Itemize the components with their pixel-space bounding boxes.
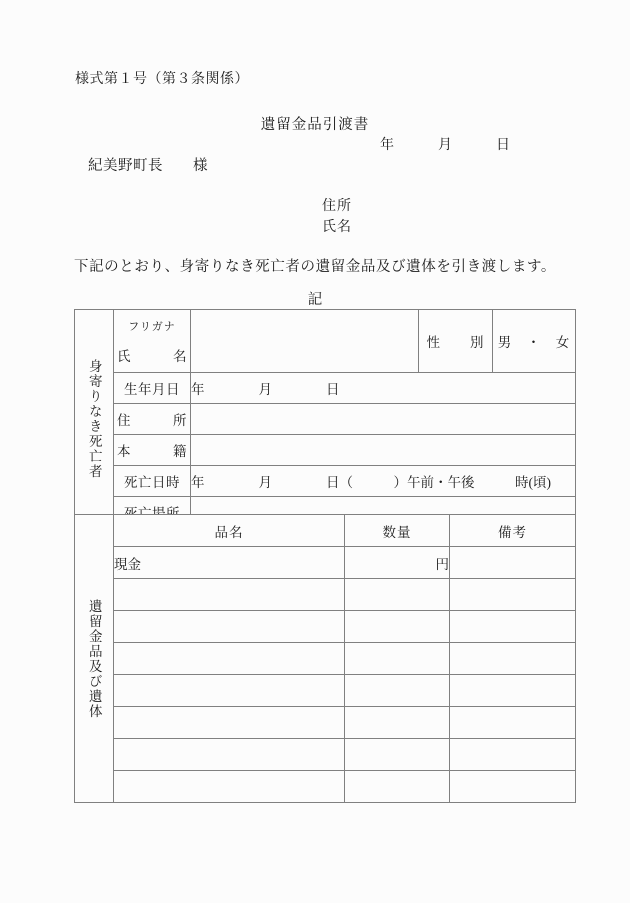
item-note-cell[interactable] xyxy=(450,611,576,643)
addressee-line: 紀美野町長 様 xyxy=(88,158,208,174)
table-row xyxy=(75,611,576,643)
table-row xyxy=(75,310,576,373)
deceased-side-label xyxy=(75,310,114,528)
item-quantity-cell[interactable] xyxy=(345,643,450,675)
belongings-side-label-text: 遺留金品及び遺体 xyxy=(86,598,102,719)
item-name-cell[interactable] xyxy=(114,643,345,675)
item-name-cell[interactable] xyxy=(114,771,345,803)
death-datetime-label-cell xyxy=(114,466,191,497)
deceased-person-table xyxy=(74,309,576,528)
submitter-address-label: 住所 xyxy=(322,199,352,214)
table-header-row xyxy=(75,515,576,547)
table-row xyxy=(75,675,576,707)
table-row xyxy=(75,373,576,404)
gender-label-cell: 性 別 xyxy=(419,310,493,373)
item-quantity-cell[interactable] xyxy=(345,707,450,739)
item-name-cell[interactable] xyxy=(114,707,345,739)
death-datetime-value-cell[interactable]: 年 月 日（ ）午前・午後 時(頃) xyxy=(191,466,576,497)
birthdate-label: 生年月日 xyxy=(124,382,180,397)
table-row xyxy=(75,435,576,466)
table-row xyxy=(75,707,576,739)
submitter-name-label: 氏名 xyxy=(322,220,352,235)
item-quantity-cell[interactable] xyxy=(345,771,450,803)
item-note-cell[interactable] xyxy=(450,739,576,771)
item-note-cell[interactable] xyxy=(450,579,576,611)
gender-options-cell[interactable]: 男 ・ 女 xyxy=(493,310,576,373)
address-label-cell xyxy=(114,404,191,435)
column-header-item: 品名 xyxy=(114,515,345,547)
item-quantity-cell[interactable] xyxy=(345,739,450,771)
name-label: 氏 名 xyxy=(117,348,187,364)
item-name-cell[interactable] xyxy=(114,675,345,707)
column-header-note: 備考 xyxy=(450,515,576,547)
birthdate-label-cell xyxy=(114,373,191,404)
item-note-cell[interactable] xyxy=(450,643,576,675)
table-row xyxy=(75,579,576,611)
deceased-side-label-text: 身寄りなき死亡者 xyxy=(86,358,102,479)
table-row xyxy=(75,404,576,435)
column-header-quantity: 数量 xyxy=(345,515,450,547)
item-name-cell[interactable] xyxy=(114,739,345,771)
domicile-label: 本 籍 xyxy=(117,444,187,459)
submitter-block xyxy=(322,196,352,238)
item-name-cell[interactable] xyxy=(114,611,345,643)
date-line: 年 月 日 xyxy=(380,138,511,153)
item-note-cell[interactable] xyxy=(450,707,576,739)
body-sentence: 下記のとおり、身寄りなき死亡者の遺留金品及び遺体を引き渡します。 xyxy=(73,259,557,275)
item-note-cell[interactable] xyxy=(450,771,576,803)
document-title: 遺留金品引渡書 xyxy=(260,117,370,133)
item-quantity-cell[interactable]: 円 xyxy=(345,547,450,579)
name-label-cell xyxy=(114,310,191,373)
ki-mark: 記 xyxy=(307,292,323,308)
belongings-side-label xyxy=(75,515,114,803)
birthdate-value-cell[interactable]: 年 月 日 xyxy=(191,373,576,404)
item-quantity-cell[interactable] xyxy=(345,579,450,611)
death-datetime-label: 死亡日時 xyxy=(124,475,180,490)
address-label: 住 所 xyxy=(117,413,187,428)
item-note-cell[interactable] xyxy=(450,547,576,579)
table-row xyxy=(75,466,576,497)
item-quantity-cell[interactable] xyxy=(345,611,450,643)
furigana-label: フリガナ xyxy=(128,320,176,333)
item-name-cell[interactable] xyxy=(114,579,345,611)
table-row xyxy=(75,771,576,803)
domicile-value-cell[interactable] xyxy=(191,435,576,466)
table-row xyxy=(75,739,576,771)
form-number: 様式第１号（第３条関係） xyxy=(75,72,249,87)
domicile-label-cell xyxy=(114,435,191,466)
item-quantity-cell[interactable] xyxy=(345,675,450,707)
address-value-cell[interactable] xyxy=(191,404,576,435)
table-row xyxy=(75,643,576,675)
name-value-cell[interactable] xyxy=(191,310,419,373)
belongings-table xyxy=(74,514,576,803)
table-row xyxy=(75,547,576,579)
item-name-cell[interactable]: 現金 xyxy=(114,547,345,579)
item-note-cell[interactable] xyxy=(450,675,576,707)
